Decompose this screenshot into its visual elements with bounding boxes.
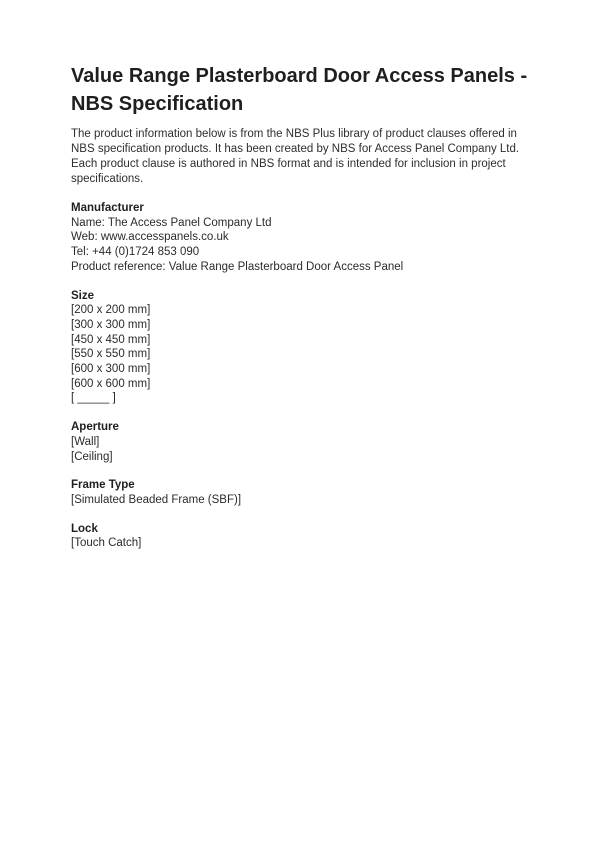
sections [71,201,530,551]
section-line: Name: The Access Panel Company Ltd [71,216,272,229]
section-heading: Lock [71,522,98,535]
section-lines [71,216,530,275]
section [71,420,530,464]
page-title-line-1: Value Range Plasterboard Door Access Panels - [71,65,528,87]
section-line: [600 x 600 mm] [71,377,151,390]
section-line: [Touch Catch] [71,537,142,550]
section [71,289,530,407]
section-line: [Ceiling] [71,450,113,463]
section-heading: Aperture [71,421,119,434]
section [71,522,530,551]
section-line: Tel: +44 (0)1724 853 090 [71,246,200,259]
section-lines [71,536,530,551]
section-line: [Wall] [71,435,100,448]
section-heading: Manufacturer [71,202,144,214]
section-heading: Frame Type [71,479,135,492]
section-line: Web: www.accesspanels.co.uk [71,231,229,244]
section-heading: Size [71,289,95,302]
section-lines [71,493,530,508]
section-line: [550 x 550 mm] [71,348,151,361]
section-lines [71,435,530,464]
section-line: [Simulated Beaded Frame (SBF)] [71,493,242,506]
section [71,478,530,507]
section-line: Product reference: Value Range Plasterboard Door Access Panel [71,260,404,273]
section-line: [ _____ ] [71,392,116,405]
section-line: [600 x 300 mm] [71,363,151,376]
section-line: [200 x 200 mm] [71,304,151,317]
section-line: [450 x 450 mm] [71,333,151,346]
section-lines [71,303,530,406]
intro-paragraph: The product information below is from the NBS Plus library of product clauses offered in NBS specification products. It has been created by NBS for Access Panel Company Ltd. Each product clause is authored in NBS format and is intended for inclusion in project specifications. [71,128,520,185]
page-title-line-2: NBS Specification [71,93,244,115]
section [71,201,530,275]
section-line: [300 x 300 mm] [71,318,151,331]
page-title [71,62,530,118]
